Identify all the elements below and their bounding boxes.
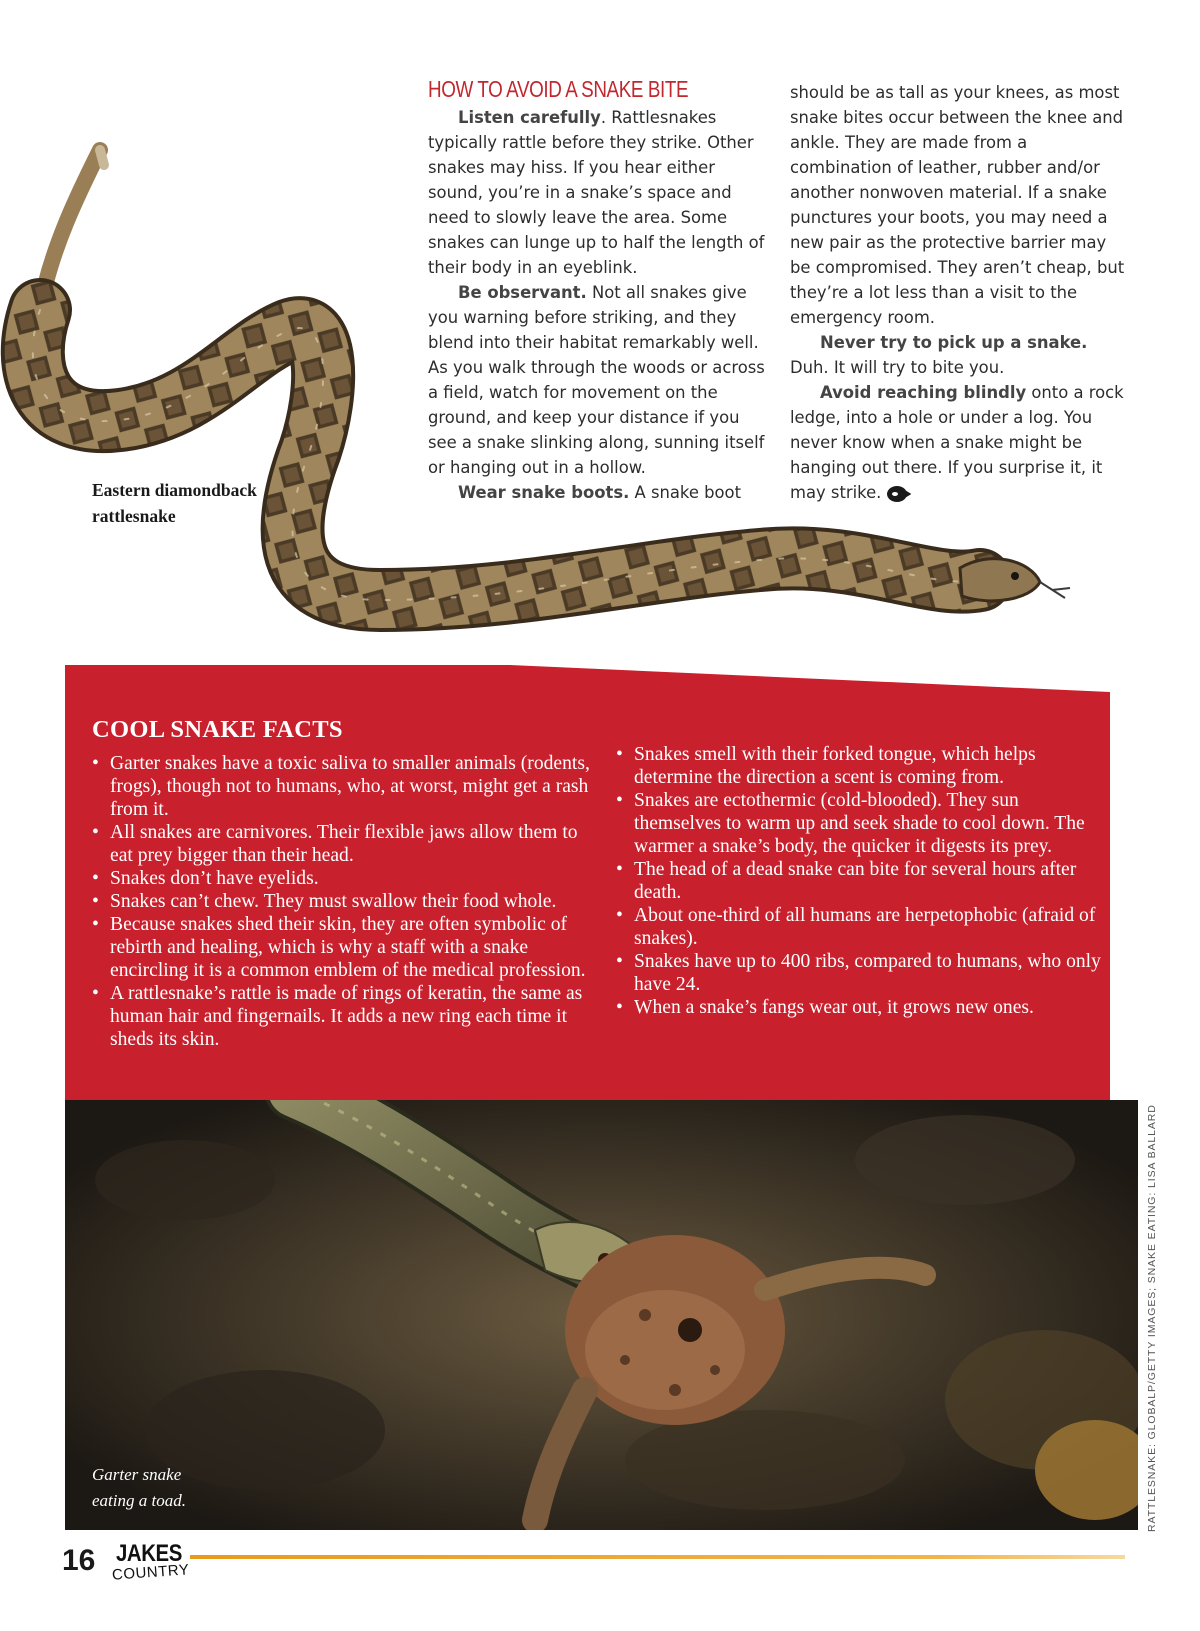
garter-snake-photo (65, 1100, 1138, 1530)
fact-item: • Snakes are ectothermic (cold-blooded). They sun themselves to warm up and seek shade to cool down. The warmer a snake’s body, the quicker it digests its prey. (616, 789, 1106, 858)
logo-text-bottom: COUNTRY (111, 1561, 190, 1584)
tip-observe-text: Not all snakes give you warning before striking, and they blend into their habitat remarkably well. As you walk through the woods or across a field, watch for movement on the ground, and keep your distance if you see a snake slinking along, sunning itself or hanging out in a hollow. (428, 283, 765, 477)
page-number: 16 (62, 1544, 96, 1577)
tip-observe (428, 280, 768, 480)
fact-item: • A rattlesnake’s rattle is made of rings of keratin, the same as human hair and fingernails. It adds a new ring each time it sheds its skin. (92, 982, 592, 1051)
tip-never-pick-text: Duh. It will try to bite you. (790, 358, 1005, 377)
tip-never-pick-title: Never try to pick up a snake. (820, 333, 1088, 352)
tip-avoid-reaching (790, 380, 1130, 505)
turkey-track-icon (885, 484, 911, 504)
facts-list-left (92, 752, 592, 1051)
rattlesnake-caption (92, 477, 292, 529)
tip-listen-text: . Rattlesnakes typically rattle before they strike. Other snakes may hiss. If you hear either sound, you’re in a snake’s space and need to slowly leave the area. Some snakes can lunge up to half the length of their body in an eyeblink. (428, 108, 765, 277)
jakes-country-logo (112, 1540, 192, 1584)
fact-item: • Because snakes shed their skin, they are often symbolic of rebirth and healing, which is why a staff with a snake encircling it is a common emblem of the medical profession. (92, 913, 592, 982)
article-column-1 (428, 105, 768, 505)
article-heading: HOW TO AVOID A SNAKE BITE (428, 76, 689, 102)
fact-item: • Snakes smell with their forked tongue, which helps determine the direction a scent is coming from. (616, 743, 1106, 789)
facts-title: COOL SNAKE FACTS (92, 716, 343, 743)
fact-item: • All snakes are carnivores. Their flexible jaws allow them to eat prey bigger than their head. (92, 821, 592, 867)
fact-item: • When a snake’s fangs wear out, it grows new ones. (616, 996, 1106, 1019)
tip-listen (428, 105, 768, 280)
tip-listen-title: Listen carefully (458, 108, 601, 127)
fact-item: • Snakes don’t have eyelids. (92, 867, 592, 890)
photo-credit: RATTLESNAKE: GLOBALP/GETTY IMAGES; SNAKE EATING: LISA BALLARD (1146, 1104, 1158, 1532)
fact-item: • Snakes can’t chew. They must swallow their food whole. (92, 890, 592, 913)
fact-item: • About one-third of all humans are herpetophobic (afraid of snakes). (616, 904, 1106, 950)
article-column-2 (790, 80, 1130, 505)
logo-text-top: JAKES (116, 1540, 182, 1567)
tip-avoid-reaching-text: onto a rock ledge, into a hole or under a log. You never know when a snake might be hanging out there. If you surprise it, it may strike. (790, 383, 1124, 502)
tip-boots-title: Wear snake boots. (458, 483, 630, 502)
tip-observe-title: Be observant. (458, 283, 587, 302)
tip-avoid-reaching-title: Avoid reaching blindly (820, 383, 1027, 402)
tip-never-pick (790, 330, 1130, 380)
tip-boots (428, 480, 768, 505)
fact-item: • Snakes have up to 400 ribs, compared to humans, who only have 24. (616, 950, 1106, 996)
rattlesnake-caption-line1: Eastern diamondback (92, 480, 257, 500)
rattlesnake-caption-line2: rattlesnake (92, 506, 176, 526)
photo-caption (92, 1462, 186, 1514)
tip-boots-text: A snake boot (629, 483, 742, 502)
footer-rule (190, 1555, 1125, 1559)
tip-boots-continued: should be as tall as your knees, as most snake bites occur between the knee and ankle. They are made from a combination of leather, rubber and/or another nonwoven material. If a snake punctures your boots, you may need a new pair as the protective barrier may be compromised. They aren’t cheap, but they’re a lot less than a visit to the emergency room. (790, 83, 1125, 327)
photo-caption-line2: eating a toad. (92, 1491, 186, 1510)
facts-list-right (616, 743, 1106, 1019)
photo-caption-line1: Garter snake (92, 1465, 182, 1484)
fact-item: • The head of a dead snake can bite for several hours after death. (616, 858, 1106, 904)
fact-item: • Garter snakes have a toxic saliva to smaller animals (rodents, frogs), though not to humans, who, at worst, might get a rash from it. (92, 752, 592, 821)
